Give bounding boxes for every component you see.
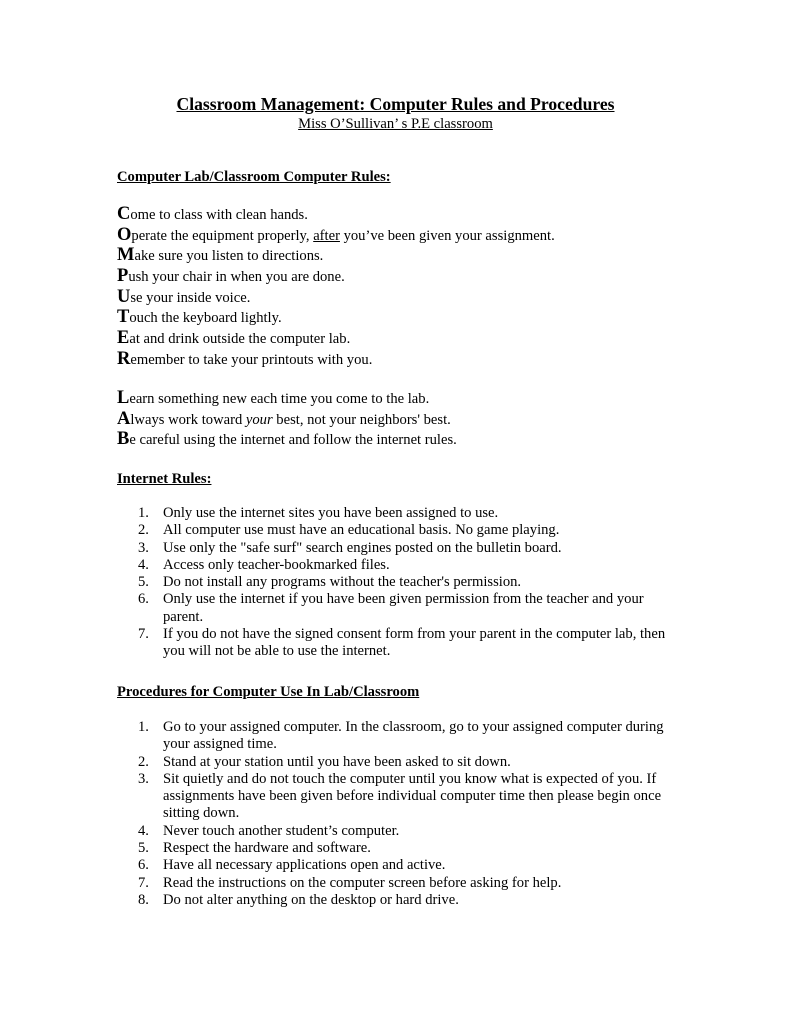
internet-rules-list (117, 505, 687, 661)
document-subtitle: Miss O’Sullivan’ s P.E classroom (298, 116, 493, 132)
computer-rules-heading: Computer Lab/Classroom Computer Rules: (117, 169, 391, 185)
list-item: 7. If you do not have the signed consent form from your parent in the computer lab, then you will not be able to use the internet. (138, 626, 666, 660)
list-item: 8. Do not alter anything on the desktop or hard drive. (138, 891, 459, 908)
acrostic-line: Remember to take your printouts with you. (117, 348, 373, 369)
list-item: 2. All computer use must have an educational basis. No game playing. (138, 522, 560, 539)
list-item: 5. Do not install any programs without the teacher's permission. (138, 574, 522, 591)
procedures-heading: Procedures for Computer Use In Lab/Classroom (117, 684, 420, 700)
procedures-list (117, 719, 687, 909)
acrostic-line: Use your inside voice. (117, 286, 251, 307)
list-item: 5. Respect the hardware and software. (138, 840, 371, 857)
document-title: Classroom Management: Computer Rules and Procedures (176, 94, 615, 114)
list-item: 3. Sit quietly and do not touch the computer until you know what is expected of you. If assignments have been given before individual computer time then please begin once sitting down. (138, 770, 662, 822)
acrostic-line: Come to class with clean hands. (117, 204, 308, 224)
list-item: 2. Stand at your station until you have been asked to sit down. (138, 753, 511, 770)
list-item: 6. Only use the internet if you have been given permission from the teacher and your parent. (138, 591, 644, 625)
lab-acrostic (117, 388, 457, 450)
acrostic-line: Make sure you listen to directions. (117, 245, 324, 266)
list-item: 4. Access only teacher-bookmarked files. (138, 556, 390, 573)
acrostic-line: Be careful using the internet and follow the internet rules. (117, 429, 457, 450)
acrostic-line: Learn something new each time you come to the lab. (117, 388, 430, 408)
list-item: 6. Have all necessary applications open and active. (138, 857, 446, 874)
acrostic-line: Operate the equipment properly, after you’ve been given your assignment. (117, 224, 555, 245)
acrostic-line: Touch the keyboard lightly. (117, 307, 282, 328)
internet-rules-heading: Internet Rules: (117, 471, 212, 487)
list-item: 1. Go to your assigned computer. In the classroom, go to your assigned computer during your assigned time. (138, 719, 664, 753)
acrostic-line: Always work toward your best, not your neighbors' best. (117, 408, 451, 429)
computer-acrostic (117, 204, 555, 370)
acrostic-line: Push your chair in when you are done. (117, 266, 345, 287)
acrostic-line: Eat and drink outside the computer lab. (117, 328, 351, 349)
list-item: 4. Never touch another student’s computer. (138, 822, 400, 839)
list-item: 7. Read the instructions on the computer screen before asking for help. (138, 874, 562, 891)
list-item: 1. Only use the internet sites you have been assigned to use. (138, 505, 499, 521)
list-item: 3. Use only the "safe surf" search engines posted on the bulletin board. (138, 539, 562, 556)
